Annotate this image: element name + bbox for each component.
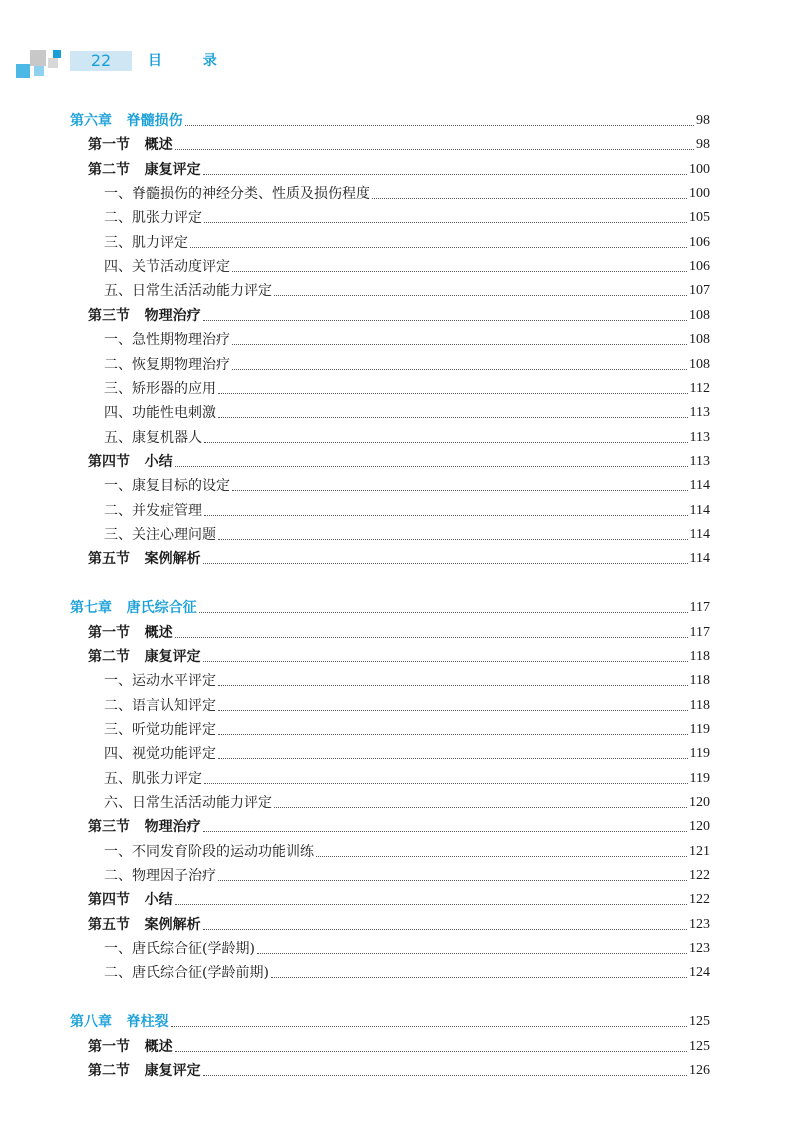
toc-entry-title: 第一节 概述 [88, 624, 173, 641]
toc-entry-title: 第三节 物理治疗 [88, 819, 201, 836]
toc-entry-title: 第二节 康复评定 [88, 161, 201, 178]
toc-subsection-row[interactable] [70, 695, 710, 717]
toc-dot-leader [203, 831, 687, 832]
toc-dot-leader [316, 856, 687, 857]
toc-dot-leader [203, 174, 687, 175]
toc-dot-leader [171, 1026, 687, 1027]
page-header [0, 0, 800, 90]
toc-dot-leader [204, 515, 688, 516]
toc-entry-title: 第七章 唐氏综合征 [70, 600, 197, 617]
toc-entry-title: 第六章 脊髓损伤 [70, 113, 183, 129]
toc-page-number: 98 [696, 113, 710, 128]
toc-subsection-row[interactable] [70, 183, 710, 205]
decor-square [48, 58, 58, 68]
toc-dot-leader [199, 612, 688, 613]
toc-entry-title: 二、肌张力评定 [104, 210, 202, 227]
toc-page-number: 112 [689, 380, 710, 396]
toc-entry-title: 五、肌张力评定 [104, 770, 202, 787]
toc-entry-title: 五、日常生活活动能力评定 [104, 283, 272, 300]
toc-dot-leader [203, 563, 688, 564]
toc-page-number: 118 [689, 697, 710, 713]
toc-entry-title: 一、急性期物理治疗 [104, 332, 230, 349]
toc-page-number: 117 [689, 600, 710, 616]
toc-page-number: 106 [689, 234, 710, 250]
toc-section-row[interactable] [70, 451, 710, 473]
toc-page-number: 125 [689, 1014, 710, 1030]
toc-entry-title: 二、并发症管理 [104, 502, 202, 519]
toc-dot-leader [218, 393, 688, 394]
decor-square [16, 64, 30, 78]
toc-dot-leader [232, 271, 687, 272]
toc-dot-leader [218, 417, 688, 418]
toc-page-number: 108 [689, 307, 710, 323]
toc-subsection-row[interactable] [70, 962, 710, 984]
toc-entry-title: 六、日常生活活动能力评定 [104, 795, 272, 811]
toc-entry-title: 三、肌力评定 [104, 234, 188, 251]
toc-entry-title: 四、关节活动度评定 [104, 259, 230, 276]
toc-page-number: 126 [689, 1063, 710, 1078]
toc-page-number: 100 [689, 161, 710, 177]
toc-dot-leader [372, 198, 687, 199]
toc-dot-leader [271, 977, 687, 978]
toc-subsection-row[interactable] [70, 378, 710, 400]
toc-page-number: 124 [689, 965, 710, 981]
decor-square [30, 50, 46, 66]
toc-entry-title: 第一节 概述 [88, 1038, 173, 1055]
toc-page-number: 98 [696, 137, 710, 153]
toc-dot-leader [185, 125, 694, 126]
toc-subsection-row[interactable] [70, 841, 710, 863]
toc-subsection-row[interactable] [70, 475, 710, 497]
toc-entry-title: 第一节 概述 [88, 137, 173, 154]
toc-dot-leader [274, 807, 687, 808]
toc-subsection-row[interactable] [70, 500, 710, 522]
toc-dot-leader [218, 734, 688, 735]
toc-entry-title: 一、脊髓损伤的神经分类、性质及损伤程度 [104, 186, 370, 202]
toc-page-number: 122 [689, 868, 710, 883]
toc-dot-leader [203, 929, 687, 930]
toc-section-row[interactable] [70, 646, 710, 668]
toc-dot-leader [274, 295, 687, 296]
toc-entry-title: 第二节 康复评定 [88, 1063, 201, 1079]
toc-dot-leader [218, 758, 688, 759]
toc-subsection-row[interactable] [70, 719, 710, 741]
toc-dot-leader [218, 685, 688, 686]
toc-page-number: 118 [689, 648, 710, 664]
decor-square [53, 50, 61, 58]
toc-entry-title: 第三节 物理治疗 [88, 307, 201, 324]
toc-dot-leader [232, 490, 688, 491]
toc-page-number: 123 [689, 916, 710, 932]
toc-entry-title: 五、康复机器人 [104, 429, 202, 446]
toc-section-row[interactable] [70, 889, 710, 911]
toc-page-number: 108 [689, 356, 710, 372]
toc-dot-leader [203, 661, 688, 662]
toc-page-number: 114 [689, 527, 710, 542]
toc-subsection-row[interactable] [70, 280, 710, 302]
toc-page-number: 117 [689, 624, 710, 640]
toc-page-number: 114 [689, 478, 710, 494]
toc-subsection-row[interactable] [70, 743, 710, 765]
toc-chapter-row[interactable] [70, 1011, 710, 1033]
toc-subsection-row[interactable] [70, 329, 710, 351]
toc-entry-title: 第五节 案例解析 [88, 916, 201, 933]
toc-dot-leader [232, 344, 687, 345]
toc-page-number: 123 [689, 941, 710, 957]
toc-page-number: 113 [689, 453, 710, 469]
toc-dot-leader [204, 783, 688, 784]
toc-page-number: 108 [689, 332, 710, 348]
toc-page-number: 105 [689, 210, 710, 226]
toc-entry-title: 三、听觉功能评定 [104, 721, 216, 738]
toc-section-row[interactable] [70, 1036, 710, 1058]
toc-dot-leader [204, 222, 687, 223]
toc-dot-leader [204, 442, 688, 443]
toc-subsection-row[interactable] [70, 670, 710, 692]
toc-entry-title: 四、功能性电刺激 [104, 405, 216, 422]
toc-section-row[interactable] [70, 816, 710, 838]
toc-page-number: 119 [689, 746, 710, 762]
toc-dot-leader [203, 1075, 687, 1076]
toc-page-number: 114 [689, 502, 710, 518]
toc-entry-title: 二、语言认知评定 [104, 697, 216, 714]
toc-entry-title: 二、恢复期物理治疗 [104, 356, 230, 373]
toc-section-row[interactable] [70, 134, 710, 156]
toc-page-number: 100 [689, 186, 710, 201]
toc-dot-leader [175, 1051, 687, 1052]
toc-dot-leader [257, 953, 687, 954]
toc-page-number: 106 [689, 259, 710, 275]
toc-page-number: 118 [689, 673, 710, 689]
toc-entry-title: 一、不同发育阶段的运动功能训练 [104, 843, 314, 860]
toc-page-number: 122 [689, 892, 710, 908]
toc-section-row[interactable] [70, 1060, 710, 1082]
toc-page-number: 120 [689, 819, 710, 835]
toc-page-number: 119 [689, 721, 710, 737]
toc-subsection-row[interactable] [70, 427, 710, 449]
toc-page-number: 113 [689, 429, 710, 445]
toc-entry-title: 一、康复目标的设定 [104, 478, 230, 495]
toc-subsection-row[interactable] [70, 256, 710, 278]
toc-subsection-row[interactable] [70, 354, 710, 376]
toc-page-number: 107 [689, 283, 710, 299]
toc-subsection-row[interactable] [70, 938, 710, 960]
toc-chapter-row[interactable] [70, 597, 710, 619]
toc-page-number: 113 [689, 405, 710, 421]
toc-dot-leader [218, 539, 688, 540]
toc-dot-leader [190, 247, 687, 248]
toc-entry-title: 三、关注心理问题 [104, 527, 216, 543]
toc-dot-leader [232, 369, 687, 370]
toc-section-row[interactable] [70, 914, 710, 936]
toc-dot-leader [175, 637, 688, 638]
toc-entry-title: 四、视觉功能评定 [104, 746, 216, 763]
toc-subsection-row[interactable] [70, 232, 710, 254]
toc-entry-title: 第二节 康复评定 [88, 648, 201, 665]
toc-dot-leader [175, 904, 687, 905]
page-number: 22 [90, 51, 112, 70]
toc-section-row[interactable] [70, 305, 710, 327]
decor-square [34, 66, 44, 76]
toc-entry-title: 二、唐氏综合征(学龄前期) [104, 965, 269, 982]
toc-section-row[interactable] [70, 159, 710, 181]
toc-entry-title: 第八章 脊柱裂 [70, 1014, 169, 1031]
toc-dot-leader [175, 466, 688, 467]
toc-subsection-row[interactable] [70, 207, 710, 229]
toc-subsection-row[interactable] [70, 792, 710, 814]
toc-entry-title: 第四节 小结 [88, 892, 173, 909]
toc-page-number: 120 [689, 795, 710, 810]
toc-entry-title: 一、运动水平评定 [104, 673, 216, 690]
toc-subsection-row[interactable] [70, 768, 710, 790]
toc-dot-leader [175, 149, 694, 150]
toc-page-number: 114 [689, 551, 710, 567]
page-title: 目 录 [148, 53, 235, 69]
toc-entry-title: 三、矫形器的应用 [104, 380, 216, 397]
toc-page-number: 121 [689, 843, 710, 859]
toc-subsection-row[interactable] [70, 865, 710, 887]
toc-subsection-row[interactable] [70, 524, 710, 546]
toc-entry-title: 第四节 小结 [88, 453, 173, 470]
toc-entry-title: 二、物理因子治疗 [104, 868, 216, 884]
toc-dot-leader [218, 880, 687, 881]
toc-entry-title: 一、唐氏综合征(学龄期) [104, 941, 255, 958]
toc-section-row[interactable] [70, 548, 710, 570]
toc-entry-title: 第五节 案例解析 [88, 551, 201, 568]
toc-page-number: 125 [689, 1038, 710, 1054]
toc-page-number: 119 [689, 770, 710, 786]
toc-subsection-row[interactable] [70, 402, 710, 424]
toc-section-row[interactable] [70, 622, 710, 644]
toc-dot-leader [203, 320, 687, 321]
toc-dot-leader [218, 710, 688, 711]
toc-chapter-row[interactable] [70, 110, 710, 132]
